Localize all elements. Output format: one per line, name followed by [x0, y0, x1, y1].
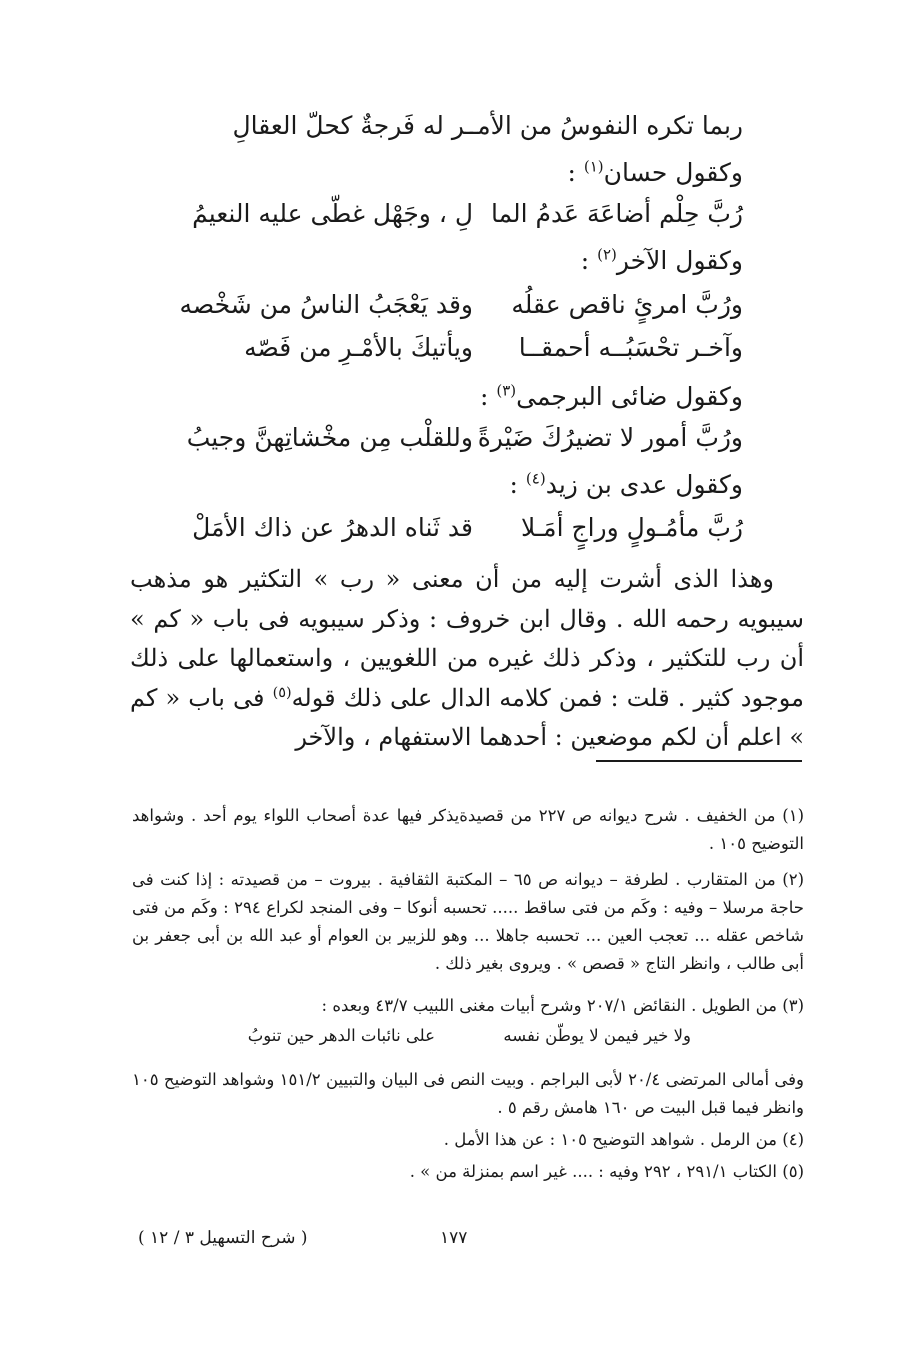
intro-text: وكقول ضائى البرجمى — [516, 382, 743, 411]
verse-first-hemistich: ورُبَّ امرئٍ ناقص عقلُه — [511, 290, 743, 319]
footnote-marker: (٣) — [496, 381, 517, 400]
verse-line — [0, 420, 921, 456]
intro-colon: : — [479, 382, 497, 411]
verse-line — [0, 510, 921, 546]
verse-first-hemistich: رُبَّ مأمُـولٍ وراجٍ أمَـلا — [520, 513, 743, 542]
verse-first-hemistich: ورُبَّ أمور لا تضيرُكَ ضَيْرةً — [477, 423, 743, 452]
signature-mark: ( شرح التسهيل ٣ / ١٢ ) — [138, 1228, 308, 1248]
verse-line — [0, 330, 921, 366]
verse-second-hemistich: لِ ، وجَهْل غطّى عليه النعيمُ — [192, 199, 473, 228]
intro-text: وكقول الآخر — [616, 246, 743, 275]
verse-introduction — [480, 382, 743, 412]
footnote-2: (٢) من المتقارب . لطرفة – ديوانه ص ٦٥ – المكتبة الثقافية . بيروت – من قصيدته : إذا كنت فى حاجة مرسلا – وفيه : وكَم من فتى ساقط ..... تحسبه أنوكا – وفى المنجد لكراع ٢٩٤ : وكَم من فتى شاخص عقله ... تعجب العين ... تحسبه جاهلا ... وهو للزبير بن العوام أو عبد الله بن أبى جعفر بن أبى طالب ، وانظر التاج « قصص » . ويروى بغير ذلك . — [132, 870, 804, 973]
verse-line — [0, 108, 921, 144]
footnote-verse-first-hemistich: ولا خير فيمن لا يوطّن نفسه — [503, 1026, 691, 1045]
prose-text-continued: فى باب « كم » اعلم أن لكم موضعين : أحدهما الاستفهام ، والآخر — [130, 683, 804, 751]
verse-second-hemistich: ـر له فَرجةٌ كحلّ العقالِ — [232, 111, 473, 140]
verse-second-hemistich: وقد يَعْجَبُ الناسُ من شَخْصه — [179, 290, 473, 319]
footnote-marker: (٢) — [597, 245, 617, 264]
verse-first-hemistich: ربما تكره النفوسُ من الأمـ — [469, 111, 743, 140]
footnote-1: (١) من الخفيف . شرح ديوانه ص ٢٢٧ من قصيدةيذكر فيها عدة أصحاب اللواء يوم أحد . وشواهد التوضيح ١٠٥ . — [132, 806, 804, 853]
prose-text: وهذا الذى أشرت إليه من أن معنى « رب » التكثير هو مذهب سيبويه رحمه الله . وقال ابن خروف : وذكر سيبويه فى باب « كم » أن رب للتكثير ، وذكر ذلك غيره من اللغويين ، واستعمالها على ذلك موجود كثير . قلت : فمن كلامه الدال على ذلك قوله — [130, 565, 804, 712]
verse-first-hemistich: رُبَّ حِلْم أضاعَهَ عَدمُ الما — [490, 199, 743, 228]
page-number: ١٧٧ — [440, 1228, 468, 1248]
intro-colon: : — [509, 470, 526, 499]
footnote-verse-second-hemistich: على نائبات الدهر حين تنوبُ — [247, 1026, 435, 1045]
footnote-marker: (٥) — [272, 684, 292, 701]
footnote-marker: (١) — [583, 157, 604, 176]
verse-first-hemistich: وآخـر تحْسَبُــه أحمقــا — [518, 333, 743, 362]
verse-introduction — [581, 246, 743, 276]
verse-line — [0, 196, 921, 232]
verse-second-hemistich: وللقلْب مِن مخْشاتِهنَّ وجيبُ — [186, 423, 473, 452]
intro-colon: : — [567, 158, 584, 187]
footnote-5: (٥) الكتاب ٢٩١/١ ، ٢٩٢ وفيه : .... غير اسم بمنزلة من » . — [409, 1162, 804, 1181]
intro-text: وكقول عدى بن زيد — [545, 470, 743, 499]
prose-paragraph — [130, 560, 804, 758]
verse-introduction — [510, 470, 743, 500]
intro-colon: : — [580, 246, 598, 275]
footnote-marker: (٤) — [525, 469, 546, 488]
verse-introduction — [567, 158, 743, 188]
verse-second-hemistich: ويأتيكَ بالأمْـرِ من فَصّه — [244, 333, 473, 362]
verse-second-hemistich: قد ثَناه الدهرُ عن ذاك الأمَلْ — [192, 513, 473, 542]
footnote-separator — [596, 760, 802, 762]
footnote-4: (٤) من الرمل . شواهد التوضيح ١٠٥ : عن هذا الأمل . — [443, 1130, 804, 1149]
verse-line — [0, 287, 921, 323]
footnote-3-continued: وفى أمالى المرتضى ٢٠/٤ لأبى البراجم . وبيت النص فى البيان والتبيين ١٥١/٢ وشواهد التوضيح ١٠٥ وانظر فيما قبل البيت ص ١٦٠ هامش رقم ٥ . — [132, 1070, 804, 1117]
footnote-3: (٣) من الطويل . النقائض ٢٠٧/١ وشرح أبيات مغنى اللبيب ٤٣/٧ وبعده : — [321, 996, 804, 1015]
intro-text: وكقول حسان — [603, 158, 743, 187]
